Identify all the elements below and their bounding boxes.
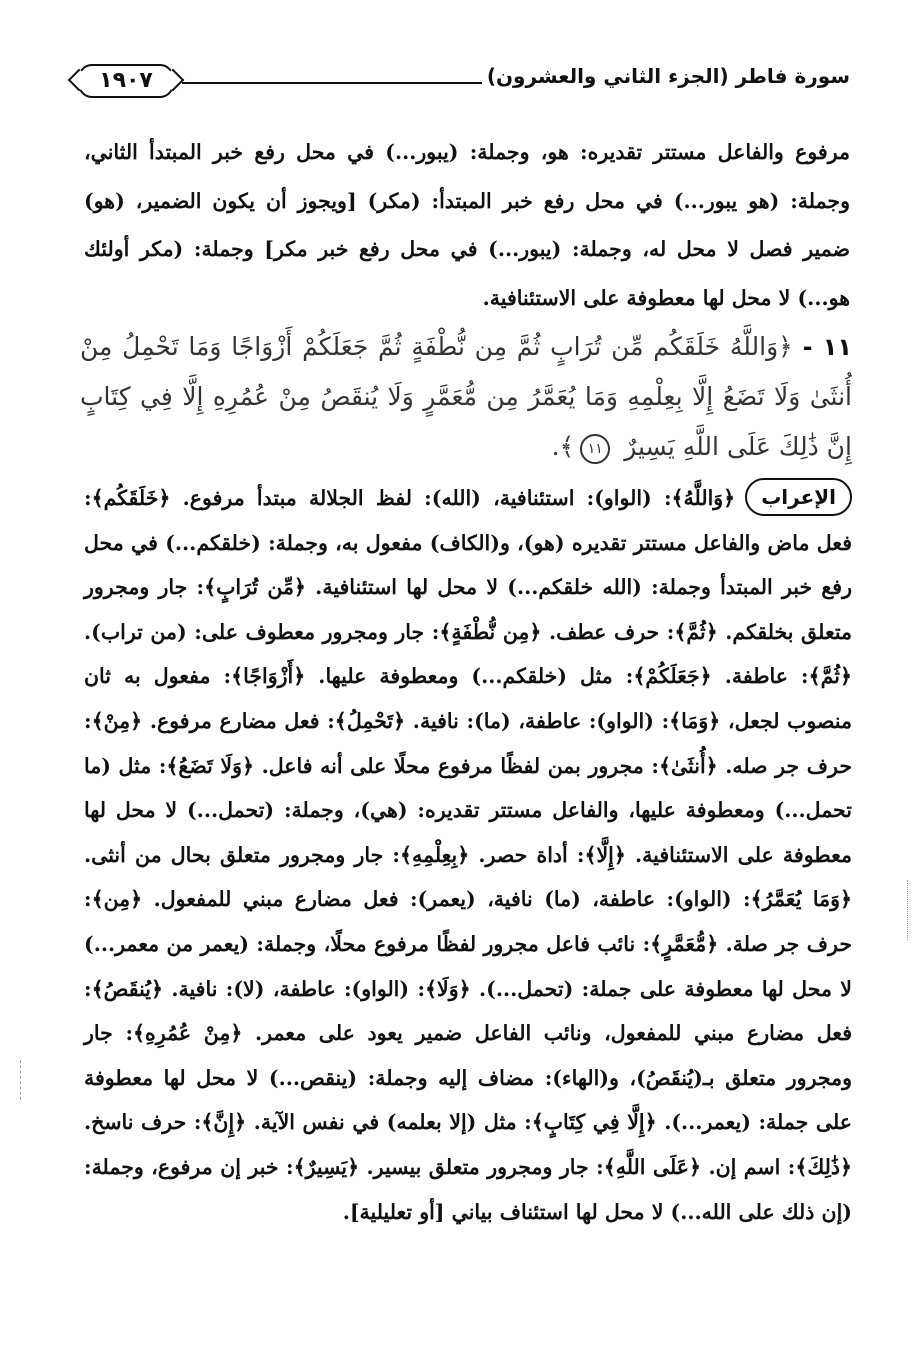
page-header	[78, 58, 850, 98]
quran-verse	[80, 322, 852, 472]
header-rule	[182, 82, 482, 84]
irab-label: الإعراب	[745, 478, 852, 516]
intro-paragraph: مرفوع والفاعل مستتر تقديره: هو، وجملة: (يبور...) في محل رفع خبر المبتدأ الثاني، وجملة: (هو يبور...) في محل رفع خبر المبتدأ: (مكر) [ويجوز أن يكون الضمير، (هو) ضمير فصل لا محل له، وجملة: (يبور...) في محل رفع خبر مكر] وجملة: (مكر أولئك هو...) لا محل لها معطوفة على الاستئنافية.	[84, 140, 850, 310]
irab-section	[84, 476, 852, 1234]
page-number: ١٩٠٧	[78, 64, 174, 98]
irab-text: ﴿وَاللَّهُ﴾: (الواو): استئنافية، (الله): لفظ الجلالة مبتدأ مرفوع. ﴿خَلَقَكُم﴾: فعل ماض والفاعل مستتر تقديره (هو)، و(الكاف) مفعول به، وجملة: (خلقكم...) في محل رفع خبر المبتدأ وجملة: (الله خلقكم...) لا محل لها استئنافية. ﴿مِّن تُرَابٍ﴾: جار ومجرور متعلق بخلقكم. ﴿ثُمَّ﴾: حرف عطف. ﴿مِن نُّطْفَةٍ﴾: جار ومجرور معطوف على: (من تراب). ﴿ثُمَّ﴾: عاطفة. ﴿جَعَلَكُمْ﴾: مثل (خلقكم...) ومعطوفة عليها. ﴿أَزْوَاجًا﴾: مفعول به ثان منصوب لجعل، ﴿وَمَا﴾: (الواو): عاطفة، (ما): نافية. ﴿تَحْمِلُ﴾: فعل مضارع مرفوع. ﴿مِنْ﴾: حرف جر صله. ﴿أُنثَىٰ﴾: مجرور بمن لفظًا مرفوع محلًا على أنه فاعل. ﴿وَلَا تَضَعُ﴾: مثل (ما تحمل...) ومعطوفة عليها، والفاعل مستتر تقديره: (هي)، وجملة: (تحمل...) لا محل لها معطوفة على الاستئنافية. ﴿إِلَّا﴾: أداة حصر. ﴿بِعِلْمِهِ﴾: جار ومجرور متعلق بحال من أنثى. ﴿وَمَا يُعَمَّرُ﴾: (الواو): عاطفة، (ما) نافية، (يعمر): فعل مضارع مبني للمفعول. ﴿مِن﴾: حرف جر صلة. ﴿مُّعَمَّرٍ﴾: نائب فاعل مجرور لفظًا مرفوع محلًا، وجملة: (يعمر من معمر...) لا محل لها معطوفة على جملة: (تحمل...). ﴿وَلَا﴾: (الواو): عاطفة، (لا): نافية. ﴿يُنقَصُ﴾: فعل مضارع مبني للمفعول، ونائب الفاعل ضمير يعود على معمر. ﴿مِنْ عُمُرِهِ﴾: جار ومجرور متعلق بـ(يُنقَصُ)، و(الهاء): مضاف إليه وجملة: (ينقص...) لا محل لها معطوفة على جملة: (يعمر...). ﴿إِلَّا فِي كِتَابٍ﴾: مثل (إلا بعلمه) في نفس الآية. ﴿إِنَّ﴾: حرف ناسخ. ﴿ذَٰلِكَ﴾: اسم إن. ﴿عَلَى اللَّهِ﴾: جار ومجرور متعلق بيسير. ﴿يَسِيرٌ﴾: خبر إن مرفوع، وجملة: (إن ذلك على الله...) لا محل لها استئناف بياني [أو تعليلية].	[84, 486, 852, 1224]
ayah-end-marker: ١١	[580, 434, 610, 464]
margin-dash	[20, 1060, 23, 1100]
verse-number: ١١ -	[802, 333, 852, 361]
header-title: سورة فاطر (الجزء الثاني والعشرون)	[486, 64, 850, 88]
verse-text: ﴿وَاللَّهُ خَلَقَكُم مِّن تُرَابٍ ثُمَّ مِن نُّطْفَةٍ ثُمَّ جَعَلَكُمْ أَزْوَاجًا وَمَا تَحْمِلُ مِنْ أُنثَىٰ وَلَا تَضَعُ إِلَّا بِعِلْمِهِ وَمَا يُعَمَّرُ مِن مُّعَمَّرٍ وَلَا يُنقَصُ مِنْ عُمُرِهِ إِلَّا فِي كِتَابٍ إِنَّ ذَٰلِكَ عَلَى اللَّهِ يَسِيرٌ	[80, 332, 852, 461]
verse-closing: ﴾.	[551, 432, 575, 461]
margin-mark	[907, 880, 910, 940]
